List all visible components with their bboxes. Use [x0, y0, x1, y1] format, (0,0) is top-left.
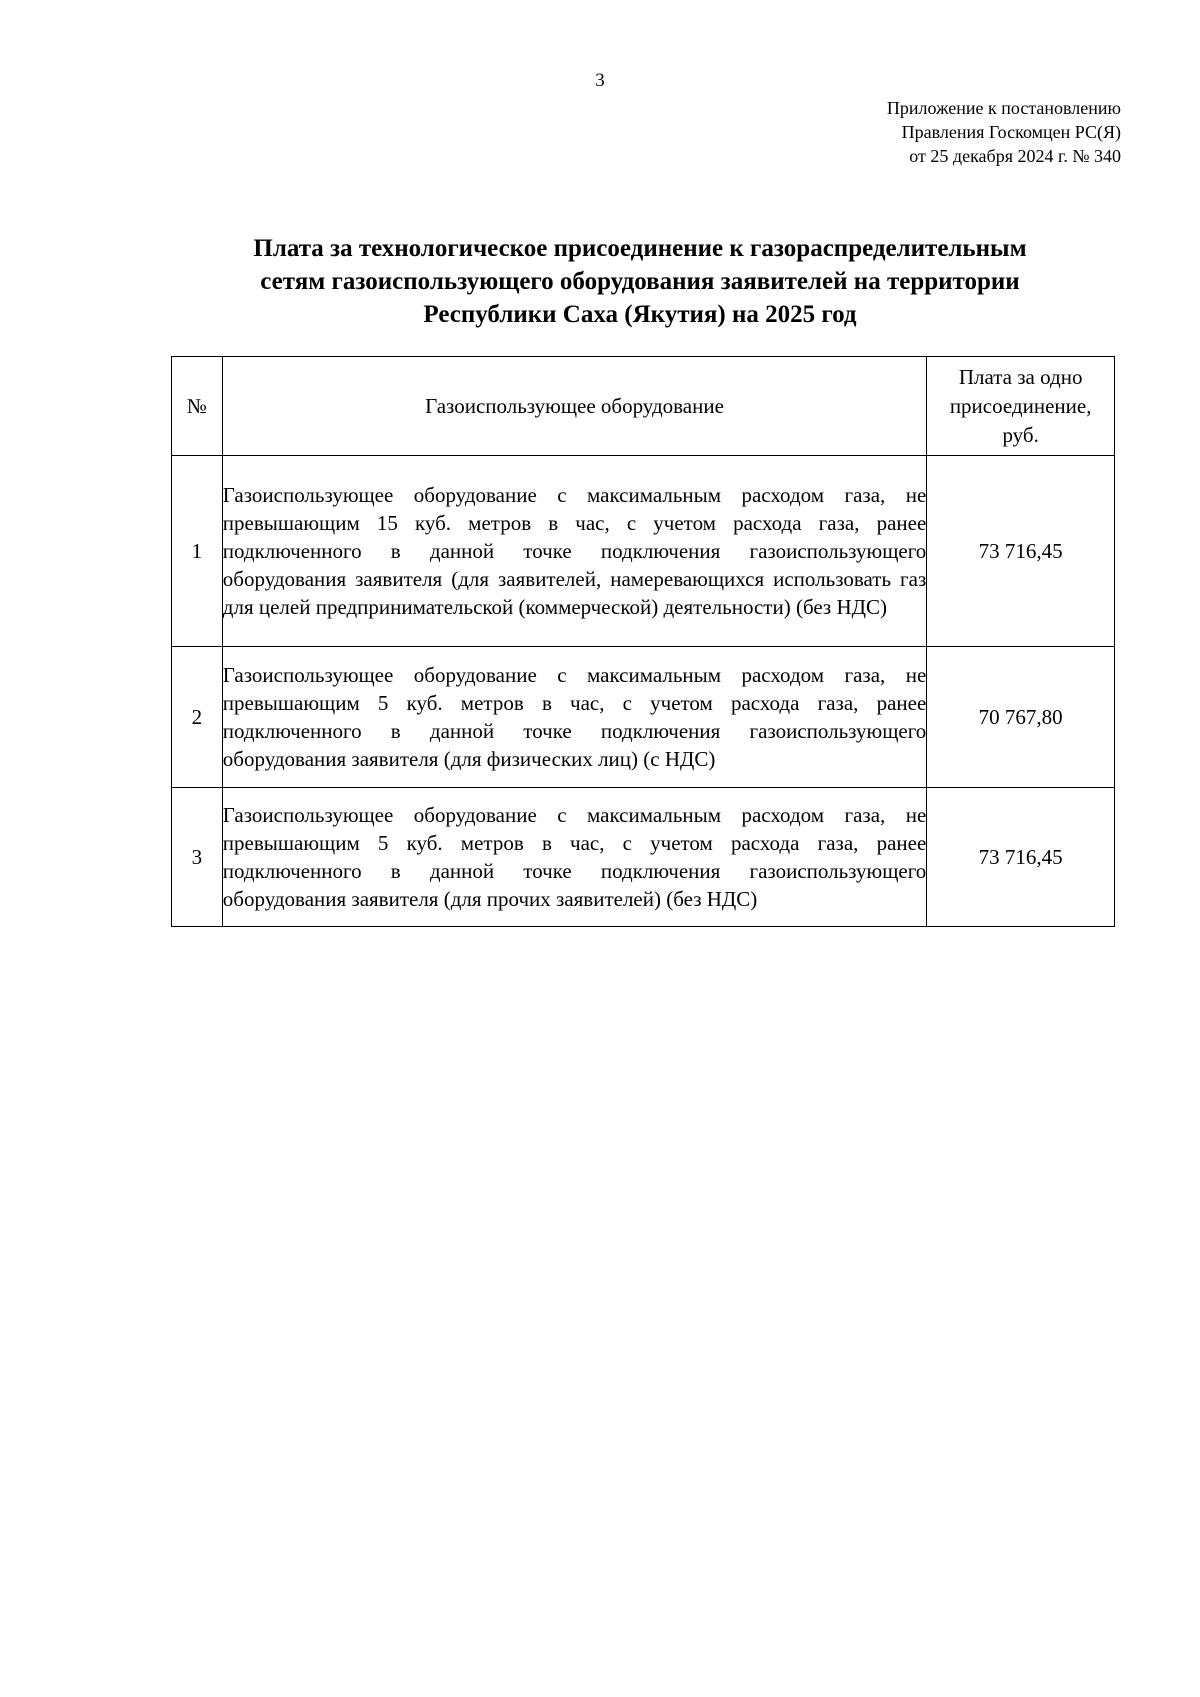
- row-num: 3: [172, 788, 223, 927]
- attachment-line: Приложение к постановлению: [886, 98, 1121, 118]
- table-row: [172, 647, 1115, 788]
- table-row: [172, 788, 1115, 927]
- attachment-line: Правления Госкомцен РС(Я): [901, 122, 1121, 142]
- page-number: 3: [595, 70, 605, 91]
- attachment-note: [887, 96, 1121, 168]
- row-num: 2: [172, 647, 223, 788]
- row-fee: 73 716,45: [927, 456, 1115, 647]
- row-num: 1: [172, 456, 223, 647]
- table-header-row: [172, 357, 1115, 456]
- title-line: сетям газоиспользующего оборудования заявителей на территории: [260, 268, 1020, 295]
- header-fee-line: присоединение,: [949, 393, 1092, 418]
- document-title: [160, 232, 1120, 331]
- header-equipment: Газоиспользующее оборудование: [222, 357, 927, 456]
- row-equipment: Газоиспользующее оборудование с максимальным расходом газа, не превышающим 5 куб. метров в час, с учетом расхода газа, ранее подключенного в данной точке подключения газоиспользующего оборудования заявителя (для физических лиц) (с НДС): [222, 647, 927, 788]
- header-fee: [927, 357, 1115, 456]
- row-equipment: Газоиспользующее оборудование с максимальным расходом газа, не превышающим 15 куб. метров в час, с учетом расхода газа, ранее подключенного в данной точке подключения газоиспользующего оборудования заявителя (для заявителей, намеревающихся использовать газ для целей предпринимательской (коммерческой) деятельности) (без НДС): [222, 456, 927, 647]
- header-fee-line: Плата за одно: [958, 364, 1083, 389]
- table-row: [172, 456, 1115, 647]
- attachment-line: от 25 декабря 2024 г. № 340: [909, 146, 1121, 166]
- row-equipment: Газоиспользующее оборудование с максимальным расходом газа, не превышающим 5 куб. метров в час, с учетом расхода газа, ранее подключенного в данной точке подключения газоиспользующего оборудования заявителя (для прочих заявителей) (без НДС): [222, 788, 927, 927]
- header-num: №: [172, 357, 223, 456]
- fees-table: [171, 356, 1115, 927]
- row-fee: 73 716,45: [927, 788, 1115, 927]
- title-line: Республики Саха (Якутия) на 2025 год: [423, 301, 857, 328]
- row-fee: 70 767,80: [927, 647, 1115, 788]
- header-fee-line: руб.: [1002, 422, 1039, 447]
- title-line: Плата за технологическое присоединение к газораспределительным: [253, 235, 1027, 262]
